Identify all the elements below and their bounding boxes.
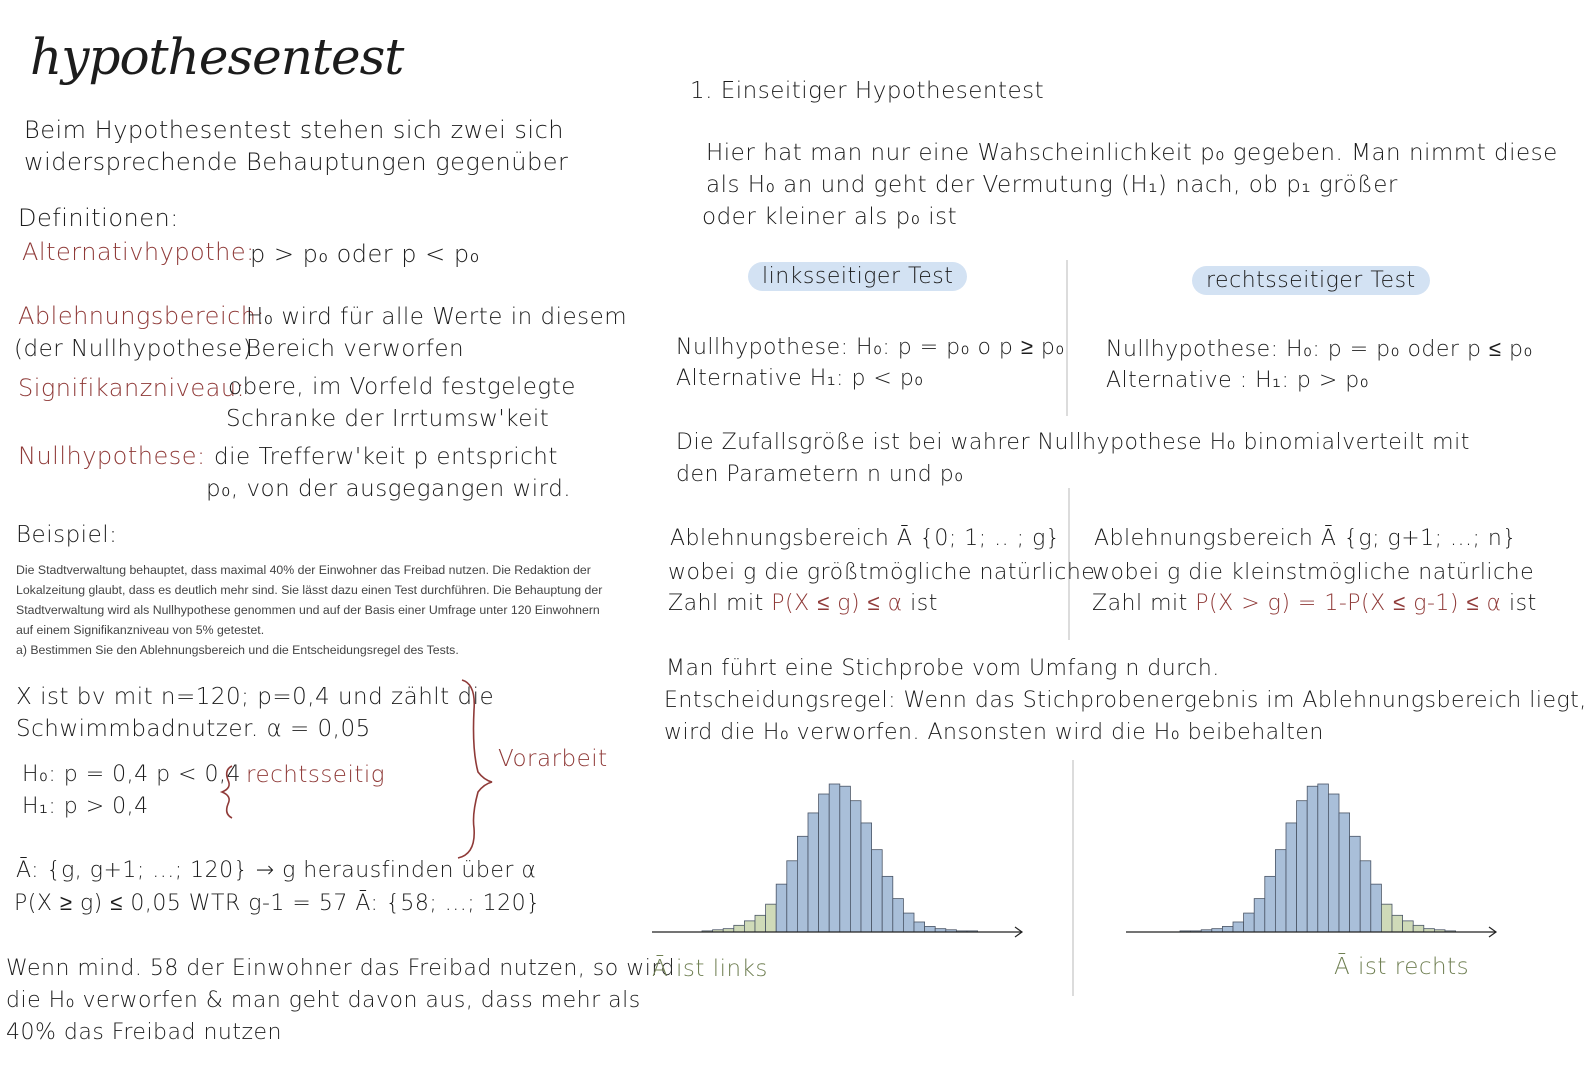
histogram-bar xyxy=(744,921,755,932)
conclusion-1: Wenn mind. 58 der Einwohner das Freibad nutzen, so wird xyxy=(6,956,675,981)
brace-marks xyxy=(0,0,620,1080)
histogram-bar xyxy=(1233,922,1244,932)
histogram-bar xyxy=(1318,784,1329,932)
solution-line-1: X ist bv mit n=120; p=0,4 und zählt die xyxy=(16,684,495,710)
histogram-bar xyxy=(1222,926,1233,932)
stichprobe-1: Man führt eine Stichprobe vom Umfang n durch. xyxy=(666,656,1220,681)
conclusion-2: die H₀ verworfen & man geht davon aus, dass mehr als xyxy=(6,988,641,1013)
histogram-bar xyxy=(1339,813,1350,932)
h0-line: H₀: p = 0,4 p < 0,4 xyxy=(22,762,242,787)
histogram-bar xyxy=(1265,876,1276,932)
histogram-bar xyxy=(1286,823,1297,932)
abl-text-2: Bereich verworfen xyxy=(246,336,465,362)
right-abl-3 xyxy=(1092,590,1537,616)
alt-value: p > p₀ oder p < p₀ xyxy=(250,240,480,268)
right-intro-1: Hier hat man nur eine Wahscheinlichkeit p₀ gegeben. Man nimmt diese xyxy=(706,140,1558,166)
right-abl-2: wobei g die kleinstmögliche natürliche xyxy=(1092,560,1535,585)
definitionen-heading: Definitionen: xyxy=(18,204,179,232)
page-title: hypothesentest xyxy=(30,28,404,86)
intro-line-2: widersprechende Behauptungen gegenüber xyxy=(24,148,569,176)
histogram-bar xyxy=(819,794,830,932)
abar-line-2: P(X ≥ g) ≤ 0,05 WTR g-1 = 57 Ā: {58; ...; 120} xyxy=(14,891,541,916)
right-chart-label: Ā ist rechts xyxy=(1334,954,1470,980)
left-abl-zahl: Zahl mit xyxy=(668,591,764,616)
abl-sub: (der Nullhypothese) xyxy=(14,336,253,362)
histogram-bar xyxy=(903,913,914,932)
left-test-title: linksseitiger Test xyxy=(748,262,967,291)
histogram-bar xyxy=(1297,801,1308,932)
right-tail-chart xyxy=(1124,770,1514,950)
small-brace xyxy=(222,766,232,818)
histogram-bar xyxy=(882,876,893,932)
histogram-bar xyxy=(755,915,766,932)
histogram-bar xyxy=(829,784,840,932)
histogram-bar xyxy=(850,801,861,932)
h1-line: H₁: p > 0,4 xyxy=(22,794,149,819)
right-null: Nullhypothese: H₀: p = p₀ oder p ≤ p₀ xyxy=(1106,337,1533,362)
histogram-bar xyxy=(1381,904,1392,932)
histogram-bar xyxy=(914,922,925,932)
null-text-1: die Trefferw'keit p entspricht xyxy=(214,444,558,470)
histogram-bar xyxy=(1307,786,1318,932)
left-alt: Alternative H₁: p < p₀ xyxy=(676,366,924,391)
histogram-bar xyxy=(1371,884,1382,932)
vorarbeit-label: Vorarbeit xyxy=(498,746,608,772)
section-heading: 1. Einseitiger Hypothesentest xyxy=(690,78,1045,104)
task-a: a) Bestimmen Sie den Ablehnungsbereich und die Entscheidungsregel des Tests. xyxy=(16,643,459,657)
histogram-bar xyxy=(1244,913,1255,932)
histogram-bar xyxy=(1392,915,1403,932)
histogram-bar xyxy=(872,850,883,932)
left-abl-1: Ablehnungsbereich Ā {0; 1; .. ; g} xyxy=(670,526,1061,551)
histogram-bar xyxy=(766,904,777,932)
solution-line-2: Schwimmbadnutzer. α = 0,05 xyxy=(16,716,371,742)
histogram-bar xyxy=(776,884,787,932)
histogram-bar xyxy=(1403,921,1414,932)
left-chart-label: Ā ist links xyxy=(652,956,768,982)
histogram-bar xyxy=(925,926,936,932)
zufall-line-2: den Parametern n und p₀ xyxy=(676,462,964,487)
big-brace xyxy=(458,680,492,858)
right-abl-cond: P(X > g) = 1-P(X ≤ g-1) ≤ α xyxy=(1195,591,1502,616)
abar-line-1: Ā: {g, g+1; ...; 120} → g herausfinden über α xyxy=(16,858,537,883)
histogram-bar xyxy=(787,861,798,932)
stichprobe-2: Entscheidungsregel: Wenn das Stichprobenergebnis im Ablehnungsbereich liegt, xyxy=(664,688,1587,713)
left-abl-cond: P(X ≤ g) ≤ α xyxy=(771,591,903,616)
zufall-line-1: Die Zufallsgröße ist bei wahrer Nullhypothese H₀ binomialverteilt mit xyxy=(676,430,1470,455)
null-text-2: p₀, von der ausgegangen wird. xyxy=(206,476,572,502)
histogram-bar xyxy=(1328,794,1339,932)
stichprobe-3: wird die H₀ verworfen. Ansonsten wird die H₀ beibehalten xyxy=(664,720,1324,745)
right-intro-2: als H₀ an und geht der Vermutung (H₁) nach, ob p₁ größer xyxy=(706,172,1398,198)
histogram-bar xyxy=(808,813,819,932)
divider-top xyxy=(1066,260,1068,416)
histogram-bar xyxy=(1275,850,1286,932)
abl-text-1: H₀ wird für alle Werte in diesem xyxy=(246,304,628,330)
right-abl-1: Ablehnungsbereich Ā {g; g+1; ...; n} xyxy=(1094,526,1517,551)
sig-label: Signifikanzniveau: xyxy=(18,374,246,402)
histogram-bar xyxy=(797,836,808,932)
rechtsseitig-label: rechtsseitig xyxy=(246,762,386,788)
histogram-bar xyxy=(893,899,904,932)
sig-text-2: Schranke der Irrtumsw'keit xyxy=(226,406,550,432)
left-abl-3 xyxy=(668,590,938,616)
histogram-bar xyxy=(734,925,745,932)
left-null: Nullhypothese: H₀: p = p₀ o p ≥ p₀ xyxy=(676,335,1065,360)
histogram-bar xyxy=(1413,925,1424,932)
right-test-title: rechtsseitiger Test xyxy=(1192,266,1430,295)
left-abl-end: ist xyxy=(910,591,938,616)
right-abl-end: ist xyxy=(1509,591,1537,616)
sig-text-1: obere, im Vorfeld festgelegte xyxy=(228,374,576,400)
right-abl-zahl: Zahl mit xyxy=(1092,591,1188,616)
left-abl-2: wobei g die größtmögliche natürliche xyxy=(668,560,1096,585)
histogram-bar xyxy=(861,823,872,932)
alt-label: Alternativhypothe: xyxy=(22,238,255,266)
right-alt: Alternative : H₁: p > p₀ xyxy=(1106,368,1370,393)
right-intro-3: oder kleiner als p₀ ist xyxy=(702,204,958,230)
histogram-bar xyxy=(1360,861,1371,932)
task-body: Die Stadtverwaltung behauptet, dass maximal 40% der Einwohner das Freibad nutzen. Die Redaktion der Lokalzeitung glaubt, dass es deutlich mehr sind. Sie lässt dazu einen Test durchführen. Die Behauptung der Stadtverwaltung wird als Nullhypothese genommen und auf der Basis einer Umfrage unter 120 Einwohnern auf einem Signifikanzniveau von 5% getestet. xyxy=(16,563,603,637)
beispiel-heading: Beispiel: xyxy=(16,522,118,548)
histogram-bar xyxy=(840,786,851,932)
divider-bottom xyxy=(1072,760,1074,996)
intro-line-1: Beim Hypothesentest stehen sich zwei sich xyxy=(24,116,564,144)
histogram-bar xyxy=(1254,899,1265,932)
null-label: Nullhypothese: xyxy=(18,442,206,470)
abl-label: Ablehnungsbereich: xyxy=(18,302,266,330)
conclusion-3: 40% das Freibad nutzen xyxy=(6,1020,282,1045)
left-tail-chart xyxy=(650,770,1040,950)
histogram-bar xyxy=(1350,836,1361,932)
